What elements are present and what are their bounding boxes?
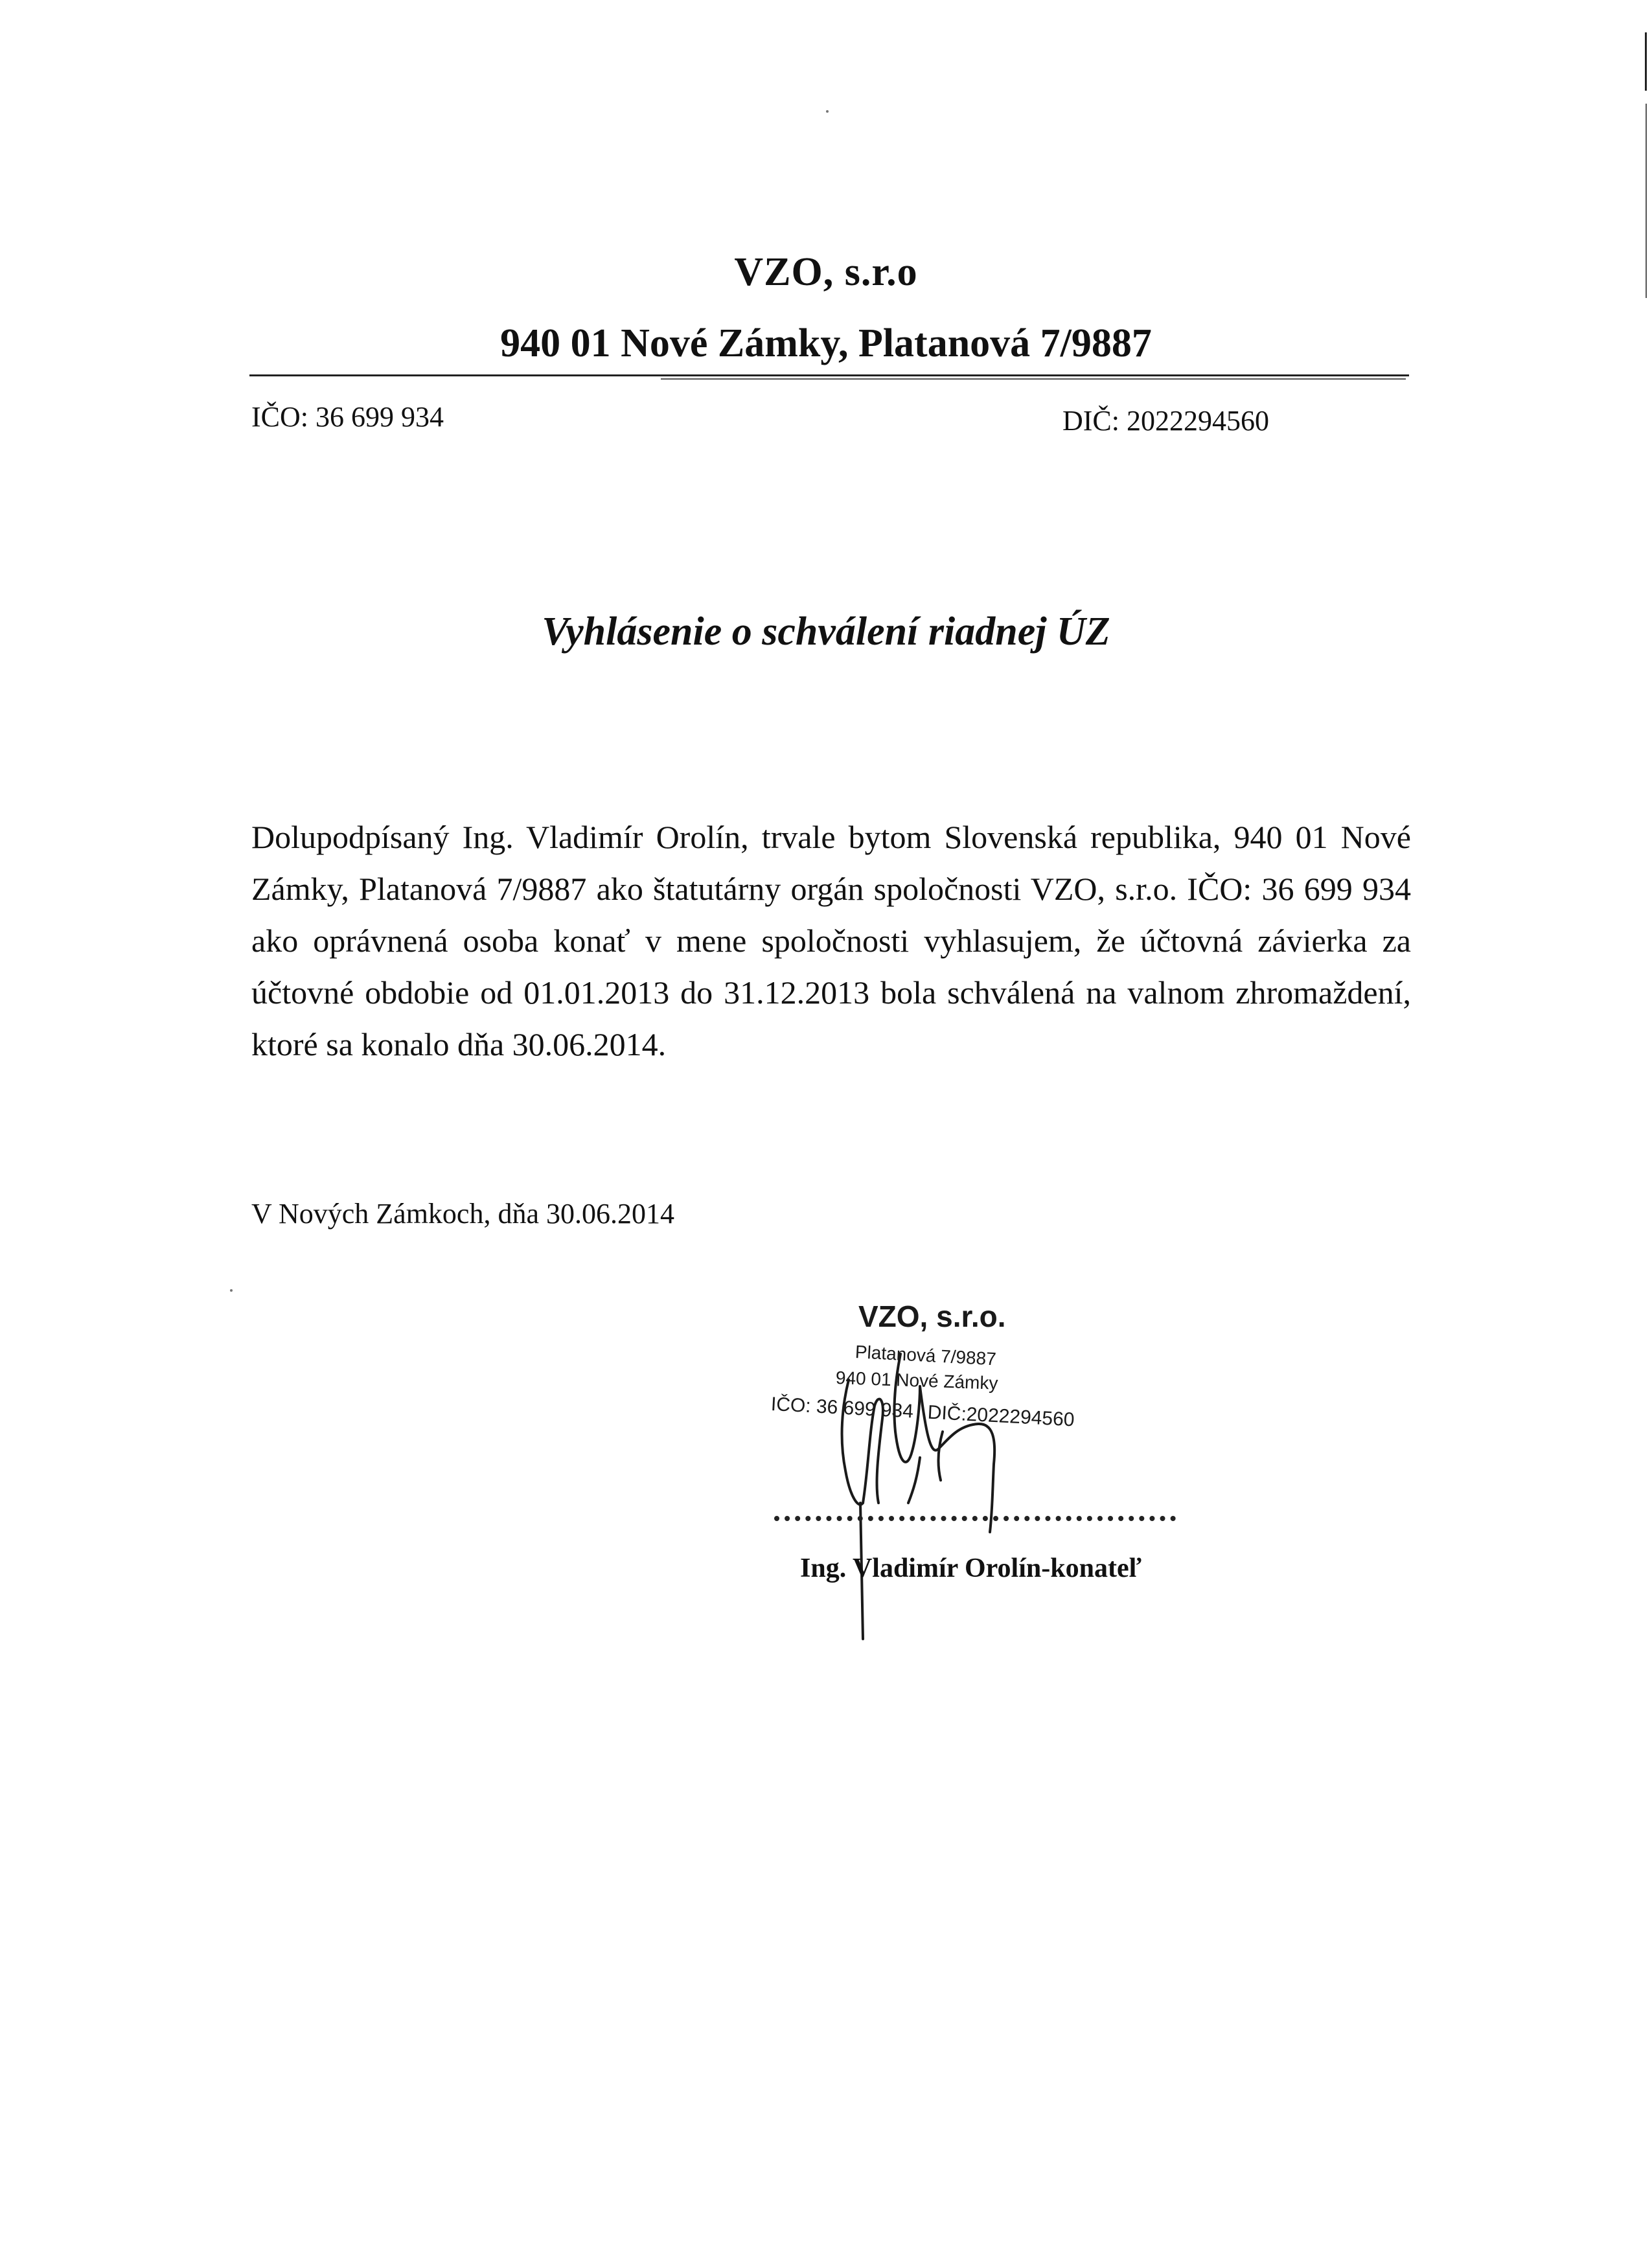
- declaration-text: [251, 811, 1411, 1070]
- stamp-ico: IČO: 36 699 934: [770, 1393, 914, 1423]
- company-name: VZO, s.r.o: [734, 250, 918, 294]
- company-ico: IČO: 36 699 934: [251, 401, 444, 433]
- stamp-city: 940 01 Nové Zámky: [835, 1368, 998, 1393]
- scan-edge-mark: [1645, 32, 1647, 91]
- signer-name: Ing. Vladimír Orolín-konateľ: [800, 1553, 1142, 1583]
- stamp-street: Platanová 7/9887: [855, 1342, 997, 1369]
- document-title: Vyhlásenie o schválení riadnej ÚZ: [542, 610, 1110, 654]
- company-dic: DIČ: 2022294560: [1062, 405, 1269, 437]
- handwritten-signature: [823, 1309, 1017, 1645]
- stamp-dic: DIČ:2022294560: [926, 1401, 1075, 1431]
- place-and-date: V Nových Zámkoch, dňa 30.06.2014: [251, 1198, 674, 1230]
- company-address: 940 01 Nové Zámky, Platanová 7/9887: [500, 321, 1152, 365]
- scan-speck: [826, 110, 829, 113]
- scan-speck: [230, 1289, 233, 1292]
- stamp-company-name: VZO, s.r.o.: [858, 1300, 1006, 1333]
- header-divider: [249, 374, 1409, 376]
- signature-line: [774, 1516, 1176, 1521]
- scan-edge-mark: [1646, 104, 1647, 298]
- header-divider-secondary: [661, 378, 1406, 380]
- declaration-paragraph: Dolupodpísaný Ing. Vladimír Orolín, trvale bytom Slovenská republika, 940 01 Nové Zámky, Platanová 7/9887 ako štatutárny orgán spoločnosti VZO, s.r.o. IČO: 36 699 934 ako oprávnená osoba konať v mene spoločnosti vyhlasujem, že účtovná závierka za účtovné obdobie od 01.01.2013 do 31.12.2013 bola schválená na valnom zhromaždení, ktoré sa konalo dňa 30.06.2014.: [251, 819, 1411, 1062]
